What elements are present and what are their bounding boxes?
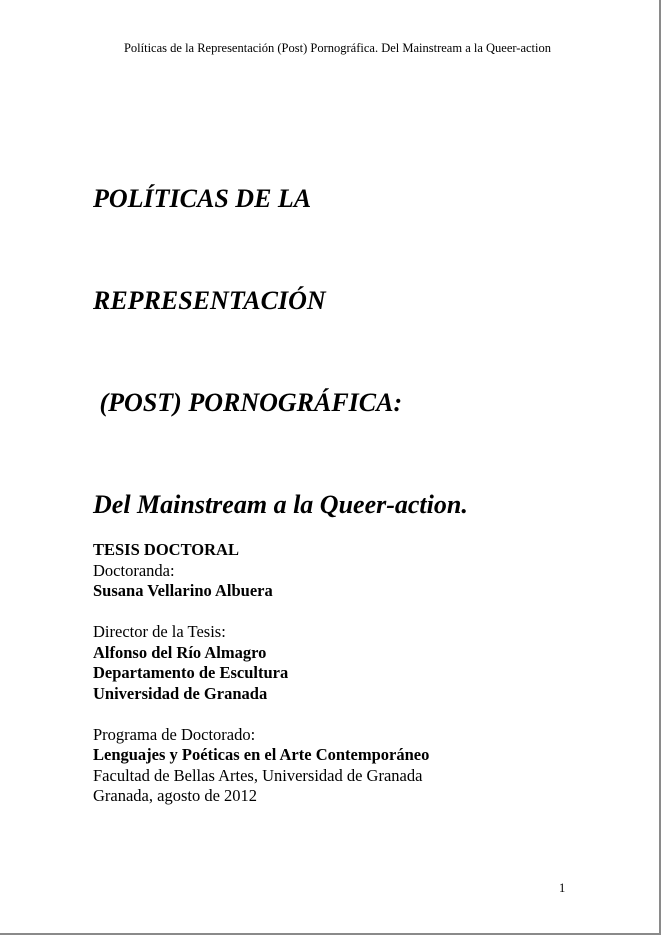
spacer bbox=[93, 602, 429, 623]
candidate-name: Susana Vellarino Albuera bbox=[93, 581, 273, 600]
page-number: 1 bbox=[559, 881, 566, 895]
program-name: Lenguajes y Poéticas en el Arte Contemporáneo bbox=[93, 745, 430, 764]
faculty: Facultad de Bellas Artes, Universidad de Granada bbox=[93, 765, 423, 785]
thesis-title bbox=[93, 114, 468, 590]
director-university: Universidad de Granada bbox=[93, 683, 268, 703]
title-line-2: REPRESENTACIÓN bbox=[93, 286, 326, 315]
program-label: Programa de Doctorado: bbox=[93, 724, 256, 744]
thesis-info bbox=[93, 540, 429, 807]
title-line-4: Del Mainstream a la Queer-action. bbox=[93, 490, 468, 519]
thesis-type: TESIS DOCTORAL bbox=[93, 540, 239, 559]
title-line-3: (POST) PORNOGRÁFICA: bbox=[93, 388, 403, 417]
director-name: Alfonso del Río Almagro bbox=[93, 642, 267, 662]
candidate-label: Doctoranda: bbox=[93, 560, 175, 580]
place-date: Granada, agosto de 2012 bbox=[93, 786, 258, 805]
director-department: Departamento de Escultura bbox=[93, 663, 289, 682]
running-header: Políticas de la Representación (Post) Pornográfica. Del Mainstream a la Queer-action bbox=[123, 41, 552, 55]
spacer bbox=[93, 704, 429, 725]
title-line-1: POLÍTICAS DE LA bbox=[93, 184, 312, 213]
director-label: Director de la Tesis: bbox=[93, 622, 226, 641]
